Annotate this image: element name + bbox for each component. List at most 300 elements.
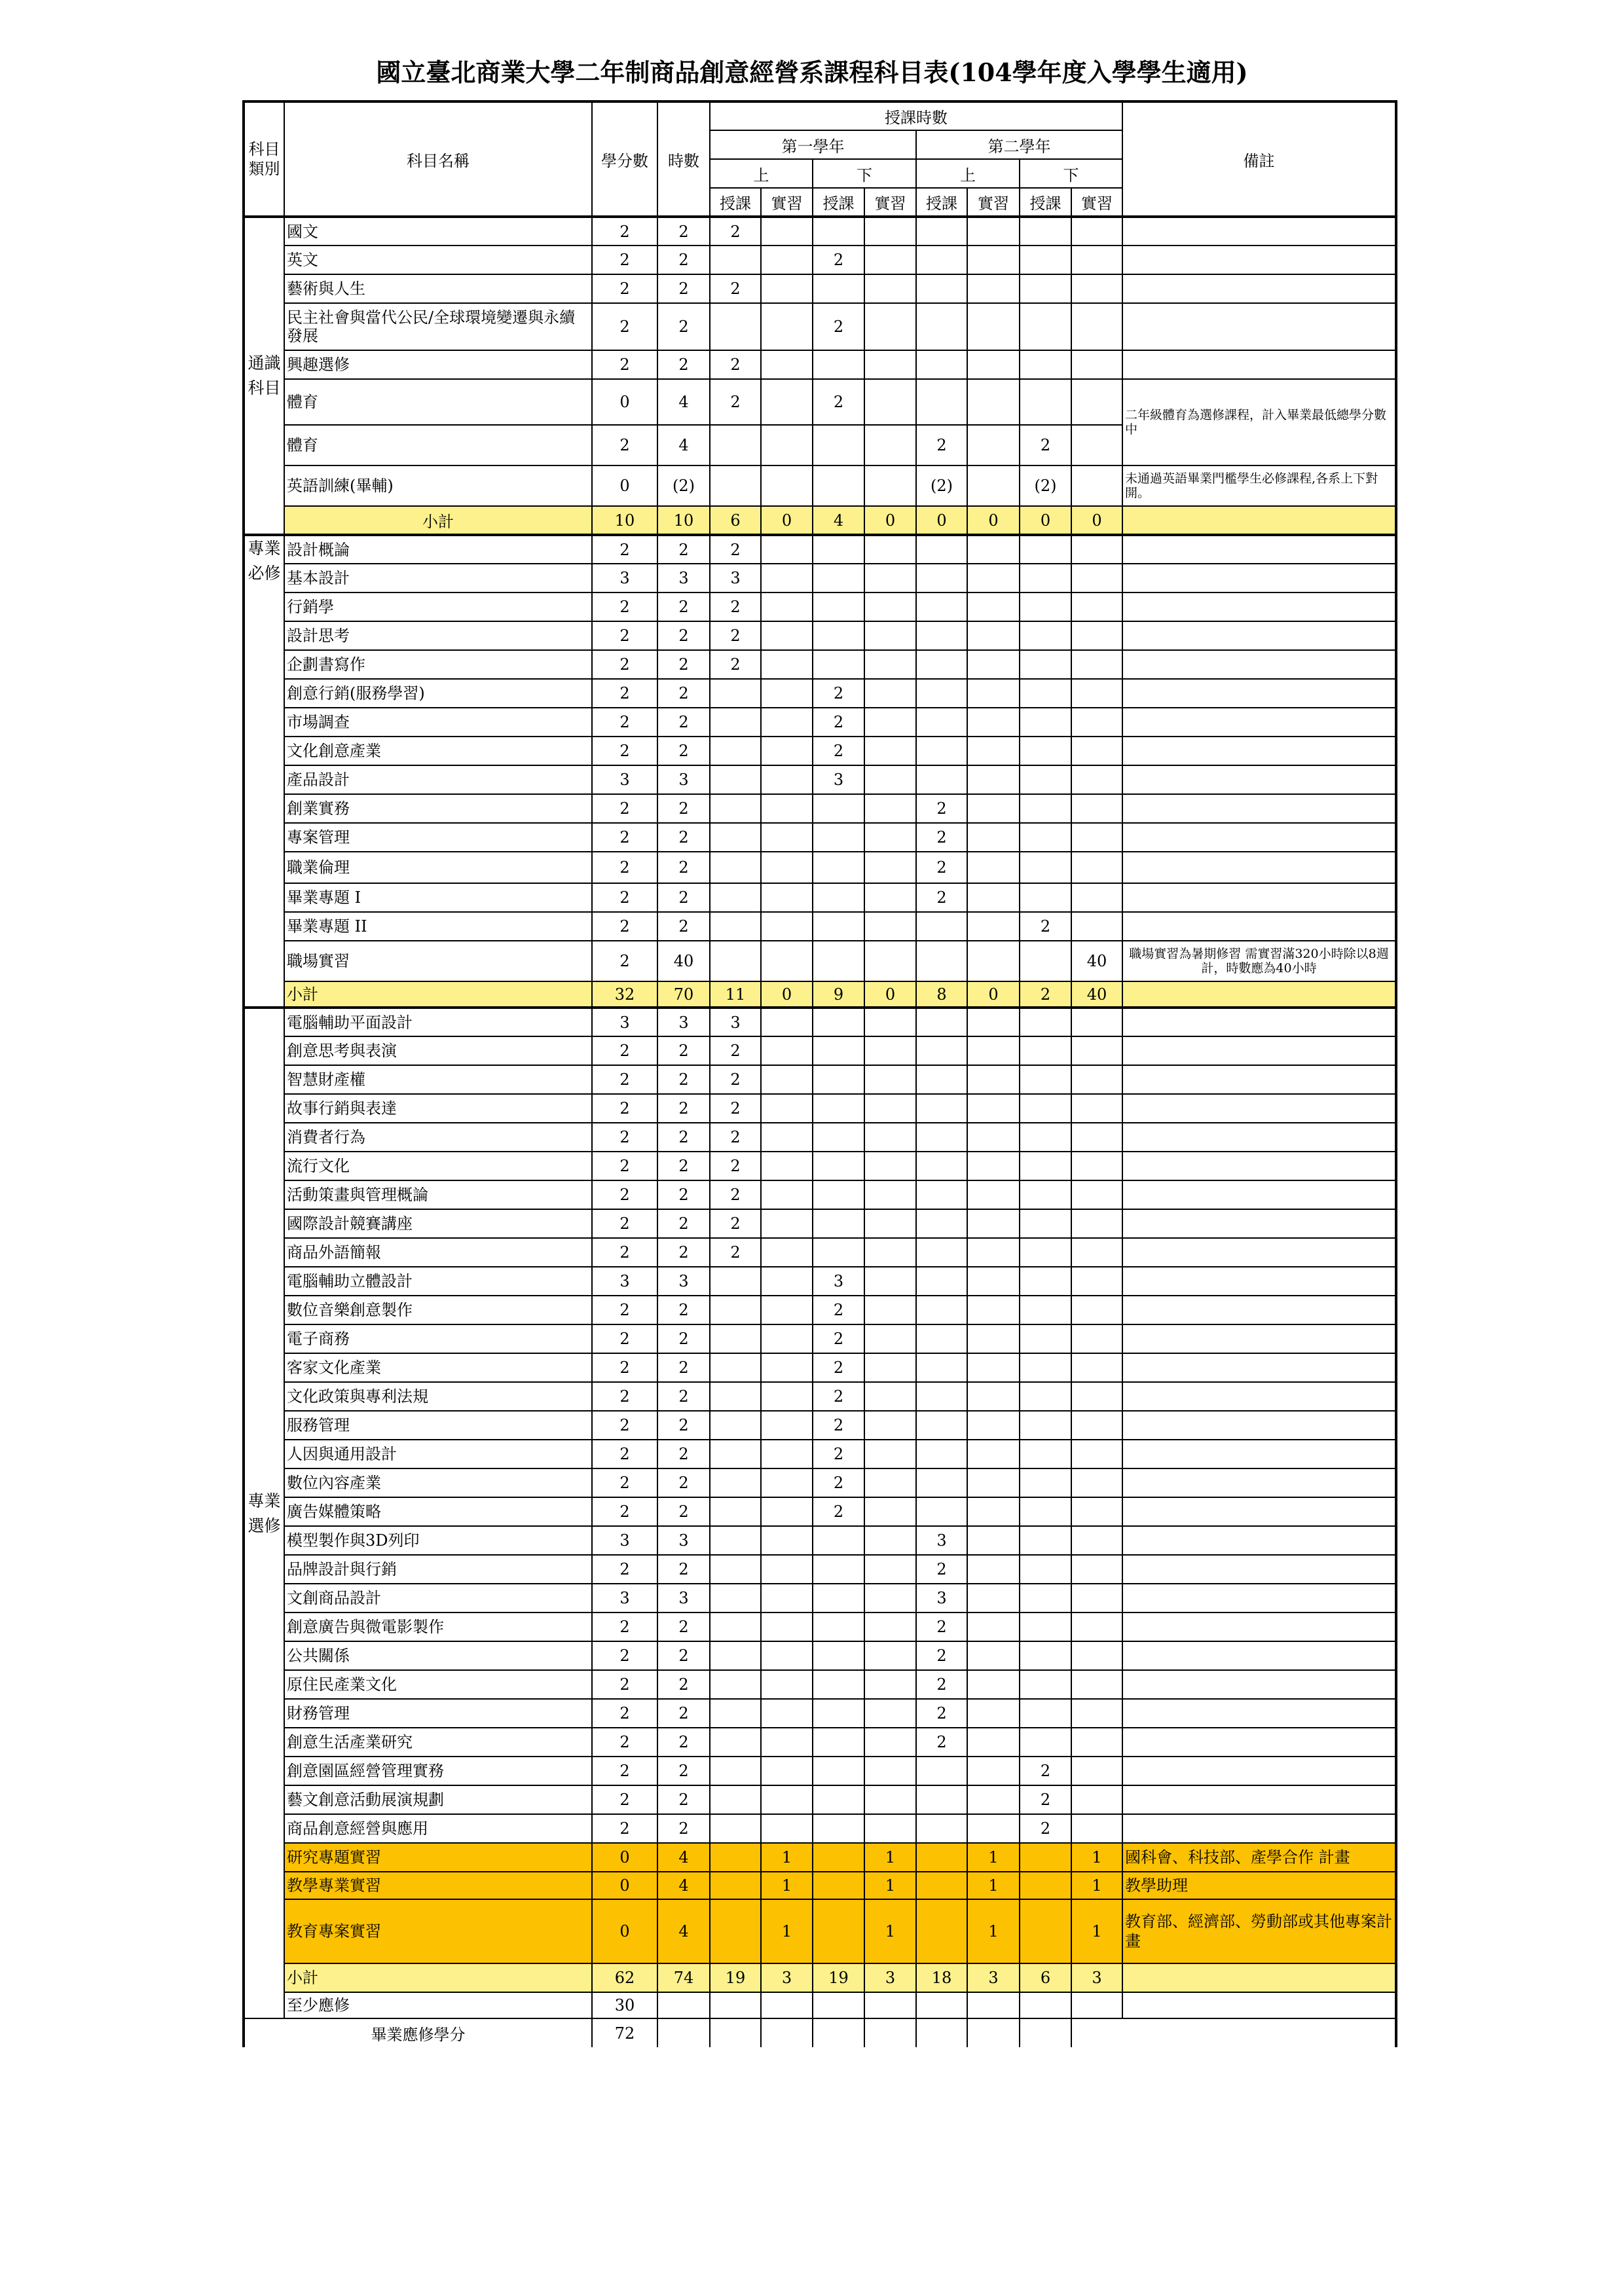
cell-y2-upper-practice [967,650,1020,679]
cell-y2-lower-practice [1071,465,1122,506]
table-row [244,1267,1396,1296]
cell-y2-lower-practice [1071,564,1122,592]
cell-y2-upper-lecture [916,303,967,350]
cell-y2-lower-lecture [1020,1468,1071,1497]
cell-y2-lower-lecture [1020,1094,1071,1123]
cell-y1-upper-lecture [710,465,761,506]
cell-y1-lower-lecture [813,274,864,303]
cell-y1-upper-lecture: 2 [710,1209,761,1238]
cell-y2-lower-lecture [1020,1008,1071,1036]
cell-y2-upper-practice [967,1699,1020,1728]
cell-y2-lower-lecture [1020,1584,1071,1613]
cell-credits: 2 [592,1036,657,1065]
cell-y2-upper-practice [967,1209,1020,1238]
cell-y2-upper-practice: 1 [967,1872,1020,1899]
cell-hours: 3 [657,564,710,592]
cell-y1-lower-practice [864,1209,916,1238]
cell-credits: 2 [592,941,657,981]
cell-y1-lower-lecture: 3 [813,1267,864,1296]
remark-cell [1122,506,1396,535]
remark-cell: 教學助理 [1122,1872,1396,1899]
empty-cell [967,2018,1020,2047]
cell-hours: 2 [657,1324,710,1353]
cell-y1-lower-lecture [813,1757,864,1785]
table-row [244,1699,1396,1728]
cell-course-name: 消費者行為 [284,1123,592,1152]
cell-credits: 2 [592,912,657,941]
cell-y2-lower-lecture [1020,1728,1071,1757]
cell-hours: 2 [657,592,710,621]
cell-y1-lower-lecture [813,650,864,679]
table-row [244,1872,1396,1899]
cell-y2-upper-lecture [916,1008,967,1036]
table-row [244,303,1396,350]
cell-y1-lower-practice: 1 [864,1843,916,1872]
cell-hours: 2 [657,708,710,737]
header-category: 科目類別 [244,101,284,217]
cell-y1-lower-practice [864,465,916,506]
cell-hours: 3 [657,1267,710,1296]
cell-y1-upper-practice [761,1411,813,1440]
cell-y2-upper-lecture [916,1267,967,1296]
cell-hours: 2 [657,1670,710,1699]
cell-y2-upper-practice [967,1555,1020,1584]
cell-credits: 0 [592,1899,657,1963]
cell-y2-upper-lecture [916,379,967,425]
cell-y2-upper-practice [967,708,1020,737]
cell-y1-upper-lecture [710,303,761,350]
cell-y1-lower-practice [864,1296,916,1324]
table-row [244,1584,1396,1613]
cell-y1-upper-lecture [710,1411,761,1440]
cell-hours: 2 [657,1497,710,1526]
remark-cell [1122,1497,1396,1526]
cell-y1-lower-practice [864,621,916,650]
table-row [244,1065,1396,1094]
cell-y1-upper-practice [761,1440,813,1468]
cell-y1-lower-lecture [813,465,864,506]
table-row [244,941,1396,981]
cell-credits: 2 [592,246,657,274]
cell-y2-upper-practice [967,1065,1020,1094]
cell-y2-lower-practice [1071,650,1122,679]
remark-cell: 教育部、經濟部、勞動部或其他專案計畫 [1122,1899,1396,1963]
table-row [244,1123,1396,1152]
cell-y2-upper-lecture: 3 [916,1526,967,1555]
remark-cell [1122,1180,1396,1209]
cell-hours: 2 [657,1180,710,1209]
cell-course-name: 產品設計 [284,765,592,794]
remark-cell [1122,1641,1396,1670]
cell-y2-lower-lecture [1020,1872,1071,1899]
cell-y2-lower-practice [1071,1036,1122,1065]
cell-credits: 2 [592,1180,657,1209]
cell-y2-upper-lecture [916,1899,967,1963]
cell-y2-upper-practice [967,1641,1020,1670]
cell-hours: 2 [657,303,710,350]
table-row [244,1963,1396,1992]
cell-y2-upper-lecture [916,1094,967,1123]
cell-y1-lower-practice [864,1526,916,1555]
empty-cell [1071,1992,1122,2018]
cell-credits: 2 [592,274,657,303]
cell-y2-lower-practice [1071,1785,1122,1814]
cell-y2-lower-lecture [1020,564,1071,592]
empty-cell [864,2018,916,2047]
cell-y2-upper-practice [967,1757,1020,1785]
table-row [244,883,1396,912]
remark-cell: 國科會、科技部、產學合作 計畫 [1122,1843,1396,1872]
cell-hours: 2 [657,1728,710,1757]
cell-y1-lower-practice [864,1670,916,1699]
cell-y2-lower-practice [1071,1324,1122,1353]
cell-y2-lower-lecture [1020,1613,1071,1641]
remark-cell [1122,1382,1396,1411]
header-hours: 時數 [657,101,710,217]
header-lecture: 授課 [1020,188,1071,217]
cell-y1-upper-practice: 0 [761,506,813,535]
cell-course-name: 品牌設計與行銷 [284,1555,592,1584]
table-row [244,1008,1396,1036]
cell-y1-upper-lecture: 2 [710,1123,761,1152]
cell-y1-upper-practice [761,650,813,679]
table-row [244,535,1396,564]
cell-y1-lower-lecture [813,425,864,465]
cell-y1-lower-lecture [813,564,864,592]
cell-hours: 2 [657,737,710,765]
remark-cell [1122,1814,1396,1843]
cell-y2-upper-lecture [916,1785,967,1814]
course-table [242,100,1397,2047]
cell-y2-upper-lecture [916,1238,967,1267]
remark-cell [1122,246,1396,274]
cell-credits: 3 [592,564,657,592]
cell-y2-lower-practice [1071,1152,1122,1180]
cell-y2-lower-practice [1071,246,1122,274]
cell-y1-upper-practice [761,1036,813,1065]
table-row [244,708,1396,737]
cell-y2-lower-practice [1071,765,1122,794]
cell-y2-upper-practice [967,912,1020,941]
cell-y1-upper-practice: 1 [761,1843,813,1872]
cell-y2-lower-practice [1071,1008,1122,1036]
cell-course-name: 小計 [284,1963,592,1992]
cell-y2-upper-lecture [916,1440,967,1468]
cell-y2-upper-practice [967,1008,1020,1036]
cell-course-name: 小計 [284,981,592,1008]
cell-y2-upper-lecture: (2) [916,465,967,506]
table-row [244,1670,1396,1699]
cell-y2-lower-lecture: 2 [1020,1785,1071,1814]
cell-y2-lower-lecture [1020,679,1071,708]
cell-y2-upper-practice [967,425,1020,465]
cell-y2-upper-lecture [916,1353,967,1382]
cell-y1-lower-practice [864,650,916,679]
table-row [244,621,1396,650]
cell-y1-lower-lecture [813,941,864,981]
cell-y1-upper-lecture [710,1267,761,1296]
cell-y1-lower-practice [864,765,916,794]
remark-cell [1122,981,1396,1008]
cell-credits: 2 [592,650,657,679]
cell-hours: 2 [657,1382,710,1411]
cell-credits: 2 [592,1152,657,1180]
cell-y1-upper-practice [761,621,813,650]
cell-credits: 2 [592,1238,657,1267]
cell-y2-lower-lecture [1020,794,1071,823]
cell-course-name: 小計 [284,506,592,535]
cell-y2-lower-practice [1071,1526,1122,1555]
cell-y2-upper-lecture [916,1209,967,1238]
table-row [244,1036,1396,1065]
cell-y2-lower-practice [1071,350,1122,379]
cell-course-name: 創意思考與表演 [284,1036,592,1065]
cell-y2-upper-practice [967,379,1020,425]
cell-course-name: 設計思考 [284,621,592,650]
cell-y2-upper-lecture [916,1814,967,1843]
cell-y1-lower-lecture [813,350,864,379]
cell-y1-upper-lecture: 2 [710,217,761,246]
cell-y2-upper-lecture: 2 [916,1670,967,1699]
cell-y2-upper-lecture [916,246,967,274]
cell-hours: (2) [657,465,710,506]
cell-y1-upper-practice [761,1123,813,1152]
cell-hours: 2 [657,823,710,852]
table-row [244,1296,1396,1324]
cell-credits: 2 [592,621,657,650]
cell-y1-lower-lecture: 4 [813,506,864,535]
cell-y1-lower-lecture: 2 [813,737,864,765]
cell-y1-upper-practice [761,564,813,592]
remark-cell [1122,1440,1396,1468]
cell-y1-lower-lecture [813,883,864,912]
cell-course-name: 電腦輔助平面設計 [284,1008,592,1036]
cell-credits: 32 [592,981,657,1008]
cell-y2-lower-lecture [1020,1267,1071,1296]
cell-hours: 2 [657,1440,710,1468]
cell-credits: 2 [592,883,657,912]
cell-course-name: 創業實務 [284,794,592,823]
cell-y1-upper-lecture: 2 [710,1238,761,1267]
cell-y2-lower-practice: 40 [1071,941,1122,981]
cell-y2-lower-lecture [1020,1123,1071,1152]
cell-course-name: 民主社會與當代公民/全球環境變遷與永續發展 [284,303,592,350]
category-elective: 專業選修 [244,1008,284,2018]
cell-y2-upper-lecture: 3 [916,1584,967,1613]
cell-y2-lower-lecture [1020,823,1071,852]
cell-y2-lower-lecture [1020,1641,1071,1670]
cell-y1-upper-lecture [710,1785,761,1814]
cell-y2-lower-practice: 40 [1071,981,1122,1008]
cell-y1-lower-practice [864,708,916,737]
cell-y1-lower-practice [864,1180,916,1209]
cell-y1-upper-lecture: 2 [710,1180,761,1209]
cell-hours: 40 [657,941,710,981]
cell-credits: 2 [592,1757,657,1785]
cell-y2-upper-lecture [916,274,967,303]
cell-y1-upper-practice [761,1324,813,1353]
cell-y2-lower-practice [1071,1065,1122,1094]
cell-y1-upper-lecture: 2 [710,621,761,650]
cell-y2-lower-lecture: 0 [1020,506,1071,535]
cell-y1-lower-practice [864,794,916,823]
cell-y2-upper-lecture [916,564,967,592]
cell-course-name: 人因與通用設計 [284,1440,592,1468]
cell-hours: 2 [657,535,710,564]
cell-hours: 2 [657,794,710,823]
cell-y2-upper-lecture: 2 [916,883,967,912]
cell-y2-upper-lecture: 2 [916,823,967,852]
cell-y2-upper-lecture [916,737,967,765]
cell-y2-upper-lecture: 2 [916,852,967,883]
cell-y1-lower-lecture: 2 [813,1411,864,1440]
cell-y2-upper-lecture: 2 [916,1555,967,1584]
cell-y2-upper-lecture [916,621,967,650]
remark-cell [1122,679,1396,708]
cell-credits: 2 [592,1094,657,1123]
cell-y2-upper-practice [967,1440,1020,1468]
table-row [244,1814,1396,1843]
remark-cell [1122,1963,1396,1992]
cell-y2-upper-practice [967,1468,1020,1497]
cell-y1-upper-practice [761,217,813,246]
table-row [244,1382,1396,1411]
cell-course-name: 電腦輔助立體設計 [284,1267,592,1296]
cell-y1-lower-lecture: 2 [813,1324,864,1353]
cell-y2-lower-lecture [1020,1440,1071,1468]
cell-y1-upper-practice [761,823,813,852]
empty-cell [813,1992,864,2018]
remark-cell [1122,1152,1396,1180]
cell-y1-upper-practice [761,765,813,794]
cell-y1-upper-lecture [710,708,761,737]
cell-y1-upper-lecture [710,1814,761,1843]
empty-cell [813,2018,864,2047]
cell-y1-upper-lecture [710,1584,761,1613]
cell-hours: 2 [657,1814,710,1843]
cell-course-name: 創意行銷(服務學習) [284,679,592,708]
cell-y1-lower-lecture [813,592,864,621]
cell-y1-upper-lecture [710,425,761,465]
cell-credits: 2 [592,1728,657,1757]
cell-credits: 2 [592,592,657,621]
cell-y2-upper-lecture [916,941,967,981]
header-y2-upper: 上 [916,159,1020,188]
cell-y1-upper-practice [761,379,813,425]
table-row [244,679,1396,708]
cell-y2-lower-lecture [1020,1699,1071,1728]
cell-y1-upper-practice [761,1008,813,1036]
cell-y1-upper-practice [761,1526,813,1555]
cell-y2-upper-lecture [916,1757,967,1785]
cell-y2-lower-practice [1071,217,1122,246]
cell-hours: 2 [657,679,710,708]
cell-course-name: 藝文創意活動展演規劃 [284,1785,592,1814]
cell-y2-upper-lecture [916,1843,967,1872]
cell-credits: 62 [592,1963,657,1992]
table-row [244,1094,1396,1123]
cell-hours: 2 [657,217,710,246]
cell-y2-lower-practice [1071,1641,1122,1670]
cell-y1-upper-lecture: 3 [710,1008,761,1036]
cell-hours: 2 [657,274,710,303]
cell-y1-upper-practice [761,1296,813,1324]
remark-cell [1122,1353,1396,1382]
cell-credits: 0 [592,465,657,506]
cell-course-name: 市場調查 [284,708,592,737]
cell-course-name: 畢業專題 II [284,912,592,941]
cell-y1-upper-lecture [710,1353,761,1382]
cell-y2-lower-lecture [1020,535,1071,564]
cell-y1-lower-practice [864,1324,916,1353]
cell-y2-lower-lecture [1020,1353,1071,1382]
cell-y2-upper-lecture [916,1497,967,1526]
remark-cell [1122,1411,1396,1440]
cell-y2-upper-lecture [916,535,967,564]
cell-credits: 2 [592,217,657,246]
cell-y2-lower-practice: 1 [1071,1872,1122,1899]
cell-y1-lower-lecture: 2 [813,303,864,350]
cell-y2-lower-practice [1071,1584,1122,1613]
cell-y1-upper-lecture [710,1526,761,1555]
header-y2-lower: 下 [1020,159,1122,188]
cell-y1-lower-lecture [813,1613,864,1641]
cell-hours: 2 [657,1555,710,1584]
cell-y2-upper-lecture [916,708,967,737]
cell-y2-upper-lecture: 0 [916,506,967,535]
cell-y1-lower-lecture: 9 [813,981,864,1008]
cell-y2-upper-practice [967,592,1020,621]
cell-y2-upper-practice [967,1497,1020,1526]
cell-y2-lower-lecture [1020,1843,1071,1872]
remark-cell [1122,564,1396,592]
remark-cell [1122,852,1396,883]
remark-cell [1122,621,1396,650]
cell-y2-upper-practice [967,1353,1020,1382]
table-row [244,650,1396,679]
cell-y1-lower-lecture [813,1728,864,1757]
cell-hours: 2 [657,883,710,912]
header-course-name: 科目名稱 [284,101,592,217]
cell-y1-upper-lecture: 6 [710,506,761,535]
cell-y2-upper-practice [967,1267,1020,1296]
cell-y2-upper-practice [967,883,1020,912]
cell-y2-upper-practice [967,217,1020,246]
cell-y2-lower-practice [1071,425,1122,465]
header-teaching-hours: 授課時數 [710,101,1122,130]
cell-y2-lower-lecture: 2 [1020,1814,1071,1843]
cell-hours: 3 [657,765,710,794]
cell-y1-lower-practice [864,1123,916,1152]
cell-y1-upper-practice [761,1584,813,1613]
cell-y1-upper-practice [761,1353,813,1382]
cell-course-name: 專案管理 [284,823,592,852]
cell-hours: 2 [657,1152,710,1180]
cell-y2-lower-practice [1071,592,1122,621]
remark-cell [1122,274,1396,303]
cell-y2-lower-lecture [1020,1526,1071,1555]
cell-y2-lower-lecture [1020,1382,1071,1411]
cell-hours: 2 [657,1209,710,1238]
cell-course-name: 原住民產業文化 [284,1670,592,1699]
cell-y1-upper-practice [761,1468,813,1497]
remark-cell [1071,2018,1122,2047]
cell-y1-lower-practice [864,1411,916,1440]
cell-y2-lower-practice [1071,1209,1122,1238]
table-row [244,217,1396,246]
cell-y1-lower-practice [864,592,916,621]
cell-y2-upper-practice [967,765,1020,794]
